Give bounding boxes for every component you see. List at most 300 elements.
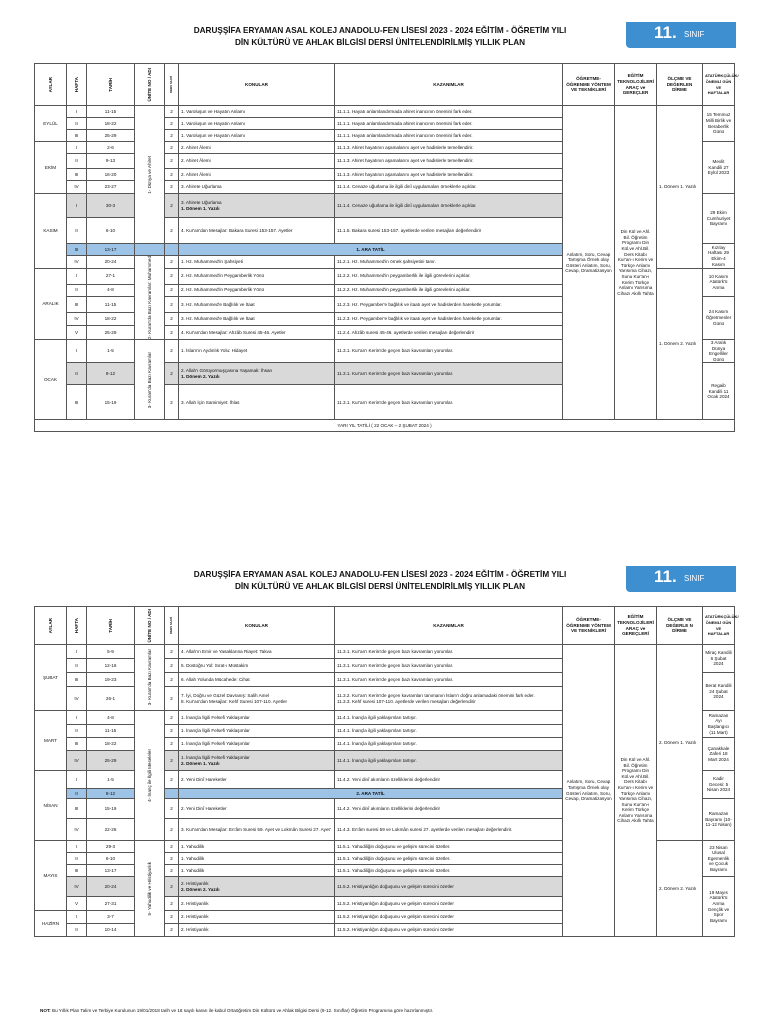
date-cell: 26-1 [87, 687, 135, 711]
hours-cell: 2 [165, 865, 179, 877]
ataturk-eylul: 15 Temmuz Milli Birlik ve Beraberlik Günü [703, 106, 735, 142]
topic-text: 1. İnançla İlgili Felsefi Yaklaşımlar [181, 754, 250, 760]
ataturk-bayram: Ramazan Bayramı (10-11-12 Nisan) [703, 799, 735, 841]
date-cell: 4-8 [87, 711, 135, 725]
date-cell: 18-22 [87, 738, 135, 751]
topic-cell [179, 738, 335, 751]
topic-cell [179, 911, 335, 924]
outcome-cell [335, 799, 563, 819]
hours-cell: 2 [165, 181, 179, 194]
col-unite: ÜNİTE NO / ADI [146, 608, 152, 643]
week-cell: III [67, 244, 87, 256]
table-row [35, 106, 735, 118]
hours-cell: 2 [165, 154, 179, 169]
topic-cell [179, 363, 335, 385]
topic-cell [179, 673, 335, 687]
outcome-cell: 11.2.3. Hz. Peygamber'e bağlılık ve itaatı ayet ve hadislerden hareketle yorumlar. [335, 313, 563, 326]
ataturk-kadir: Kadir Gecesi: 5 Nisan 2024 [703, 771, 735, 799]
outcome-cell [335, 853, 563, 865]
topic-cell [179, 106, 335, 118]
doc-title-2 [130, 569, 630, 593]
exam-cell-1: 1. Dönem 1. Yazılı [657, 106, 703, 269]
date-cell: 8-12 [87, 789, 135, 799]
week-cell: I [67, 340, 87, 363]
tools-cell: Din Kül ve Ahl. Bil. Öğretim Programı Din Kül.ve Ahl.Bil. Ders Kitabı Kur'an-ı Kerim ve Türkçe Anlamı Yarısıma Cihazı, Sunu Kur'an-ı Kerim Türkçe Anlamı Yarısıma Cihazı Akıllı Tahta [615, 106, 657, 420]
col-aylar: AYLAR [47, 617, 53, 634]
footer-note [40, 1008, 433, 1013]
date-cell: 27-31 [87, 897, 135, 911]
topic-text: 1. Yahudilik [181, 843, 205, 849]
hours-cell: 2 [165, 841, 179, 853]
topic-text: 1. İnançla İlgili Felsefi Yaklaşımlar [181, 714, 250, 720]
outcome-cell: 11.3.1. Kur'an'ı Kerim'de geçen bazı kavramları yorumlar. [335, 363, 563, 385]
topic-cell [179, 924, 335, 937]
col-tarih: TARİH [107, 77, 113, 92]
outcome-cell: 11.1.3. Ahiret hayatının aşamalarını ayet ve hadislerle temellendirir. [335, 142, 563, 154]
topic-cell [179, 218, 335, 244]
week-cell: IV [67, 751, 87, 771]
topic-text: 3. Hz. Muhammed'e Bağlılık ve İtaat [181, 316, 255, 322]
col-tarih: TARİH [107, 618, 113, 633]
date-cell: 5-9 [87, 645, 135, 659]
topic-text: 3. Kur'an'dan Mesajlar: En'âm Suresi 59. Ayet ve Lokmân Suresi 27. Ayet' [181, 826, 331, 832]
week-cell: II [67, 363, 87, 385]
plan-table-2 [34, 606, 739, 937]
col-arac: EĞİTİM TEKNOLOJİLERİ ARAÇ ve GEREÇLER [615, 64, 657, 106]
grade-suffix: SINIF [684, 30, 705, 39]
note-text: Bu Yıllık Plan Talim ve Terbiye Kurulunun 19/01/2018 tarih ve 18 sayılı kararı ile kabul Ortaöğretim Din Kültürü ve Ahlak Bilgisi Dersi (9-12. Sınıflar) Öğretim Programına göre hazırlanmıştır. [52, 1008, 434, 1013]
table-row [35, 645, 735, 659]
topic-cell [179, 819, 335, 841]
hours-cell: 2 [165, 687, 179, 711]
topic-text: 2. Ahiret Âlemi [181, 158, 211, 164]
topic-text: 1. İnançla İlgili Felsefi Yaklaşımlar [181, 728, 250, 734]
exam-cell-2: 2. Dönem 2. Yazılı [657, 841, 703, 937]
outcome-cell [335, 841, 563, 853]
topic-cell [179, 326, 335, 340]
topic-text: 3. Allah İçin Samimiyet: İhlas [181, 399, 240, 405]
unit-4-label-cell [135, 711, 165, 841]
date-cell: 6-10 [87, 218, 135, 244]
outcome-text: 11.5.2. Hristiyanlığın doğuşunu ve gelişim sürecini özetler [337, 927, 454, 933]
title-line-2: DİN KÜLTÜRÜ VE AHLAK BİLGİSİ DERSİ ÜNİTELENDİRİLMİŞ YILLIK PLAN [234, 38, 526, 47]
hours-cell: 2 [165, 673, 179, 687]
date-cell: 20-24 [87, 256, 135, 269]
date-cell: 13-17 [87, 865, 135, 877]
outcome-cell: 11.1.3. Ahiret hayatının aşamalarını ayet ve hadislerle temellendirir. [335, 169, 563, 181]
col-yontem: ÖĞRETME-ÖĞRENME YÖNTEM VE TEKNİKLERİ [563, 607, 615, 645]
week-cell: IV [67, 313, 87, 326]
unit-3-label: 3- Kuran'da Bazı Kavramlar [146, 649, 152, 706]
unit-3-label-cell [135, 340, 165, 420]
outcome-text: 11.3.1. Kur'an'ı Kerim'de geçen bazı kavramları yorumlar. [337, 662, 454, 668]
week-cell: IV [67, 181, 87, 194]
topic-cell [179, 799, 335, 819]
hours-cell: 2 [165, 853, 179, 865]
topic-text: 1. İslam'ın Aydınlık Yolu: Hidayet [181, 348, 248, 354]
week-cell: III [67, 296, 87, 313]
topic-text: 1. Varoluşun ve Hayatın Anlamı [181, 108, 246, 114]
outcome-text: 11.4.3. En'âm suresi 59 ve Lokmân suresi 27. ayetlerde verilen mesajları değerlendirir. [337, 826, 513, 832]
topic-cell [179, 659, 335, 673]
grade-number: 11. [654, 567, 677, 586]
topic-text: 2. Ahiret Âlemi [181, 144, 211, 150]
outcome-cell [335, 911, 563, 924]
hours-cell: 2 [165, 877, 179, 897]
ara-tatil-label: 2. ARA TATİL [179, 789, 563, 799]
unit-2-label-cell [135, 256, 165, 340]
month-label: NİSAN [35, 771, 67, 841]
outcome-text: 11.4.2. Yeni dinî akımların özelliklerini değerlendirir [337, 776, 441, 782]
col-olcme: ÖLÇME VE DEĞERLEN DİRME [657, 64, 703, 106]
exam-cell-1: 2. Dönem 1. Yazılı [657, 645, 703, 841]
outcome-cell: 11.2.2. Hz. Muhammed'in peygamberlik ile ilgili görevlerini açıklar. [335, 269, 563, 285]
col-hafta: HAFTA [73, 617, 79, 634]
outcome-text: 11.4.2. Yeni dinî akımların özelliklerini değerlendirir [337, 805, 441, 811]
date-cell: 27-1 [87, 269, 135, 285]
outcome-cell: 11.2.2. Hz. Muhammed'in peygamberlik ile ilgili görevlerini açıklar. [335, 284, 563, 296]
title-line-2: DİN KÜLTÜRÜ VE AHLAK BİLGİSİ DERSİ ÜNİTELENDİRİLMİŞ YILLIK PLAN [234, 582, 526, 591]
date-cell: 30-3 [87, 194, 135, 218]
outcome-text: 11.3.1. Kur'an'ı Kerim'de geçen bazı kavramları yorumlar. [337, 648, 454, 654]
outcome-cell [335, 711, 563, 725]
date-cell: 11-15 [87, 296, 135, 313]
topic-cell [179, 296, 335, 313]
topic-text: 2. Yeni Dinî Hareketler [181, 776, 227, 782]
date-cell: 1-5 [87, 340, 135, 363]
date-cell: 3-7 [87, 911, 135, 924]
ataturk-engelliler: 3 Aralık Dünya Engelliler Günü [703, 340, 735, 363]
week-cell: III [67, 130, 87, 142]
date-cell: 12-16 [87, 659, 135, 673]
topic-cell [179, 154, 335, 169]
unit-3-label: 3- Kuran'da Bazı Kavramlar [146, 351, 152, 408]
col-arac: EĞİTİM TEKNOLOJİLERİ ARAÇ ve GEREÇLERİ [615, 607, 657, 645]
unit-1-label-cell [135, 106, 165, 244]
topic-cell [179, 169, 335, 181]
week-cell: I [67, 911, 87, 924]
date-cell: 29-3 [87, 841, 135, 853]
ataturk-mayis19: 19 Mayıs Atatürk'ü Anma Gençlik ve Spor Bayramı [703, 877, 735, 937]
topic-cell [179, 269, 335, 285]
hours-cell: 2 [165, 645, 179, 659]
unit-5-label-cell [135, 841, 165, 937]
yariyil-label: YARI YIL TATİLİ ( 22 OCAK – 2 ŞUBAT 2024 ) [35, 420, 735, 432]
topic-text: 3. Ahirete Uğurlama [181, 199, 222, 205]
topic-text: 3. Hz. Muhammed'e Bağlılık ve İtaat [181, 301, 255, 307]
unit-1-label: 1- Dünya ve Ahiret [146, 155, 152, 194]
grade-suffix: SINIF [684, 574, 705, 583]
hours-cell: 2 [165, 256, 179, 269]
col-kazanimlar: KAZANIMLAR [335, 64, 563, 106]
topic-cell [179, 711, 335, 725]
date-cell: 16-20 [87, 169, 135, 181]
week-cell: I [67, 645, 87, 659]
week-cell: I [67, 142, 87, 154]
outcome-cell: 11.1.1. Hayatı anlamlandırmada ahiret inancının önemini fark eder. [335, 118, 563, 130]
date-cell: 25-29 [87, 751, 135, 771]
outcome-cell: 11.1.5. Bakara suresi 153-157. ayetlerde verilen mesajları değerlendirir [335, 218, 563, 244]
outcome-text: 11.4.1. İnançla ilgili yaklaşımları tartışır. [337, 728, 417, 734]
date-cell: 6-10 [87, 853, 135, 865]
week-cell: III [67, 738, 87, 751]
exam-note: 2. Dönem 1. Yazılı [181, 760, 220, 766]
exam-cell-2: 1. Dönem 2. Yazılı [657, 269, 703, 420]
topic-text: 2. Hristiyanlık [181, 927, 209, 933]
hours-cell: 2 [165, 363, 179, 385]
hours-cell: 2 [165, 897, 179, 911]
col-konular: KONULAR [179, 607, 335, 645]
outcome-cell: 11.1.4. Cenaze uğurlama ile ilgili dinî uygulamaları örneklerle açıklar. [335, 181, 563, 194]
col-ataturk: ATATÜRKÇÜLÜK/ ÖNEMLİ GÜN VE HAFTALAR [703, 64, 735, 106]
hours-cell: 2 [165, 659, 179, 673]
title-line-1: DARUŞŞİFA ERYAMAN ASAL KOLEJ ANADOLU-FEN LİSESİ 2023 - 2024 EĞİTİM - ÖĞRETİM YILI [193, 570, 567, 579]
outcome-text: 11.5.2. Hristiyanlığın doğuşunu ve gelişim sürecini özetler [337, 883, 454, 889]
topic-text-2: 8. Kur'an'dan Mesajlar: Kehf Suresi 107-110. Ayetler [181, 698, 288, 704]
table-header-2 [35, 607, 735, 645]
topic-cell [179, 118, 335, 130]
outcome-text: 11.5.1. Yahudiliğin doğuşunu ve gelişim sürecini özetler. [337, 843, 451, 849]
date-cell: 25-29 [87, 130, 135, 142]
unit-5-label: 5- Yahudilik ve Hristiyanlık [146, 861, 152, 916]
week-cell: I [67, 771, 87, 789]
week-cell: II [67, 218, 87, 244]
hours-cell: 2 [165, 340, 179, 363]
month-label: MART [35, 711, 67, 771]
topic-text: 6. Allah Yolunda Mücahede: Cihat [181, 676, 250, 682]
ara-tatil-label: 1. ARA TATİL [179, 244, 563, 256]
topic-cell [179, 313, 335, 326]
doc-title [130, 25, 630, 49]
date-cell: 19-23 [87, 673, 135, 687]
topic-text: 1. Varoluşun ve Hayatın Anlamı [181, 132, 246, 138]
date-cell: 8-12 [87, 363, 135, 385]
yariyil-row [35, 420, 735, 432]
hours-cell: 2 [165, 725, 179, 738]
date-cell: 4-8 [87, 284, 135, 296]
week-cell: IV [67, 819, 87, 841]
week-cell: II [67, 154, 87, 169]
month-label: MAYIS [35, 841, 67, 911]
topic-text: 7. İyi, Doğru ve Güzel Davranış: Salih Amel [181, 692, 270, 698]
col-ders-saati: DERS SAATİ [168, 76, 173, 93]
unit-2-label: 2- Kuran'da Bazı Kavramlar: Muhammed [146, 256, 152, 340]
topic-text: 1. İnançla İlgili Felsefi Yaklaşımlar [181, 741, 250, 747]
month-label: ARALIK [35, 269, 67, 340]
ataturk-canakkale: Çanakkale Zaferi 18 Mart 2024 [703, 738, 735, 771]
hours-cell: 2 [165, 194, 179, 218]
outcome-cell: 11.1.3. Ahiret hayatının aşamalarını ayet ve hadislerle temellendirir. [335, 154, 563, 169]
topic-text: 1. Yahudilik [181, 867, 205, 873]
topic-cell [179, 897, 335, 911]
topic-text: 2. Allah'ı Görüyormuşçasına Yaşamak: İhsan [181, 368, 273, 374]
week-cell: I [67, 711, 87, 725]
unit-4-label: 4- İnanç ile İlgili Meseleler [146, 749, 152, 802]
topic-cell [179, 853, 335, 865]
outcome-text: 11.5.2. Hristiyanlığın doğuşunu ve gelişim sürecini özetler [337, 914, 454, 920]
topic-text: 5. Dostoğru Yol: Sırat-ı Müstakim [181, 662, 249, 668]
exam-note: 1. Dönem 1. Yazılı [181, 205, 220, 211]
date-cell: 10-14 [87, 924, 135, 937]
hours-cell: 2 [165, 751, 179, 771]
outcome-cell [335, 687, 563, 711]
topic-text: 2. Hristiyanlık [181, 880, 209, 886]
outcome-cell: 11.3.1. Kur'an'ı Kerim'de geçen bazı kavramları yorumlar. [335, 340, 563, 363]
topic-cell [179, 751, 335, 771]
exam-note: 1. Dönem 2. Yazılı [181, 373, 220, 379]
outcome-cell: 11.2.3. Hz. Peygamber'e bağlılık ve itaatı ayet ve hadislerden hareketle yorumlar. [335, 296, 563, 313]
ataturk-ataturk_anma: 10 Kasım Atatürk'ü Anma [703, 269, 735, 297]
outcome-cell: 11.1.1. Hayatı anlamlandırmada ahiret inancının önemini fark eder. [335, 106, 563, 118]
col-aylar: AYLAR [47, 76, 53, 93]
topic-text: 2. Hz. Muhammed'in Peygamberlik Yönü [181, 273, 265, 279]
topic-text: 2. Ahiret Âlemi [181, 171, 211, 177]
date-cell: 13-17 [87, 244, 135, 256]
week-cell: II [67, 659, 87, 673]
week-cell: I [67, 194, 87, 218]
date-cell: 15-19 [87, 799, 135, 819]
outcome-text: 11.3.1. Kur'an'ı Kerim'de geçen bazı kavramları yorumlar. [337, 676, 454, 682]
method-cell: Anlatım, Soru, Cevap Tartışma Örnek olay Gösteri Anlatım, Soru, Cevap, Dramatizasyon [563, 645, 615, 937]
ataturk-nisan23: 23 Nisan Ulusal Egemenlik ve Çocuk Bayramı [703, 841, 735, 877]
topic-cell [179, 130, 335, 142]
topic-text: 3. Ahirete Uğurlama [181, 184, 222, 190]
topic-cell [179, 645, 335, 659]
blank-saat [165, 789, 179, 799]
hours-cell: 2 [165, 169, 179, 181]
month-label: HAZİRN [35, 911, 67, 937]
ataturk-kizilay: Kızılay Haftası 29 Ekim-4 Kasım [703, 244, 735, 269]
date-cell: 22-26 [87, 819, 135, 841]
unit-3-label-cell [135, 645, 165, 711]
outcome-text: 11.4.1. İnançla ilgili yaklaşımları tartışır. [337, 714, 417, 720]
outcome-cell [335, 725, 563, 738]
date-cell: 23-27 [87, 181, 135, 194]
ataturk-regaib: Regaib Kandili 11 Ocak 2024 [703, 363, 735, 420]
hours-cell: 2 [165, 711, 179, 725]
hours-cell: 2 [165, 385, 179, 420]
method-cell: Anlatım, Soru, Cevap Tartışma Örnek olay Gösteri Anlatım, Soru, Cevap, Dramatizasyon [563, 106, 615, 420]
outcome-text: 11.4.1. İnançla ilgili yaklaşımları tartışır. [337, 757, 417, 763]
outcome-text-2: 11.3.3. Kehf suresi 107-110. ayetlerde verilen mesajları değerlendirir [337, 698, 476, 704]
outcome-cell [335, 659, 563, 673]
week-cell: II [67, 924, 87, 937]
date-cell: 11-15 [87, 725, 135, 738]
topic-text: 4. Allah'ın Emir ve Yasaklarına Riayet: Takva [181, 648, 272, 654]
hours-cell: 2 [165, 130, 179, 142]
week-cell: II [67, 853, 87, 865]
week-cell: I [67, 106, 87, 118]
outcome-text: 11.5.1. Yahudiliğin doğuşunu ve gelişim sürecini özetler. [337, 855, 451, 861]
hours-cell: 2 [165, 911, 179, 924]
blank-saat [165, 244, 179, 256]
week-cell: III [67, 799, 87, 819]
ataturk-ogretmen: 24 Kasım Öğretmenler Günü [703, 296, 735, 340]
month-label: ŞUBAT [35, 645, 67, 711]
topic-cell [179, 865, 335, 877]
week-cell: II [67, 725, 87, 738]
topic-text: 1. Yahudilik [181, 855, 205, 861]
week-cell: II [67, 789, 87, 799]
topic-text: 1. Varoluşun ve Hayatın Anlamı [181, 120, 246, 126]
week-cell: V [67, 326, 87, 340]
week-cell: IV [67, 256, 87, 269]
topic-cell [179, 877, 335, 897]
date-cell: 20-24 [87, 877, 135, 897]
hours-cell: 2 [165, 296, 179, 313]
topic-text: 4. Kur'an'dan Mesajlar: Bakara Suresi 153-157. Ayetler [181, 227, 293, 233]
hours-cell: 2 [165, 326, 179, 340]
date-cell: 11-15 [87, 106, 135, 118]
topic-text: 2. Hristiyanlık [181, 914, 209, 920]
outcome-cell [335, 877, 563, 897]
outcome-cell [335, 924, 563, 937]
outcome-cell: 11.2.1. Hz. Muhammed'in örnek şahsiyetini tanır. [335, 256, 563, 269]
hours-cell: 2 [165, 924, 179, 937]
outcome-cell [335, 865, 563, 877]
topic-cell [179, 841, 335, 853]
outcome-cell [335, 771, 563, 789]
ataturk-ramazan: Ramazan Ayı Başlangıcı (11 Mart) [703, 711, 735, 738]
week-cell: IV [67, 687, 87, 711]
outcome-cell [335, 897, 563, 911]
topic-cell [179, 284, 335, 296]
topic-cell [179, 256, 335, 269]
week-cell: II [67, 118, 87, 130]
month-label: OCAK [35, 340, 67, 420]
outcome-text: 11.5.2. Hristiyanlığın doğuşunu ve gelişim sürecini özetler [337, 900, 454, 906]
month-label: EKİM [35, 142, 67, 194]
topic-cell [179, 771, 335, 789]
outcome-cell: 11.1.4. Cenaze uğurlama ile ilgili dinî uygulamaları örneklerle açıklar. [335, 194, 563, 218]
note-label: NOT: [40, 1008, 51, 1013]
outcome-text: 11.4.1. İnançla ilgili yaklaşımları tartışır. [337, 741, 417, 747]
col-olcme: ÖLÇME VE DEĞERLE N DİRME [657, 607, 703, 645]
hours-cell: 2 [165, 771, 179, 789]
col-yontem: ÖĞRETME-ÖĞRENME YÖNTEM VE TEKNİKLERİ [563, 64, 615, 106]
col-hafta: HAFTA [73, 76, 79, 93]
hours-cell: 2 [165, 106, 179, 118]
date-cell: 2-6 [87, 142, 135, 154]
topic-cell [179, 340, 335, 363]
topic-text: 2. Hristiyanlık [181, 900, 209, 906]
hours-cell: 2 [165, 142, 179, 154]
week-cell: I [67, 841, 87, 853]
ataturk-kasim: 29 Ekim Cumhuriyet Bayramı [703, 194, 735, 244]
hours-cell: 2 [165, 799, 179, 819]
grade-number: 11. [654, 23, 677, 42]
ataturk-ekim: Mevlit Kandili 27 Eylül 2023 [703, 142, 735, 194]
hours-cell: 2 [165, 118, 179, 130]
date-cell: 15-19 [87, 385, 135, 420]
topic-text: 4. Kur'an'dan Mesajlar: Ahzâb Suresi 45-46. Ayetler [181, 329, 286, 335]
date-cell: 25-29 [87, 326, 135, 340]
hours-cell: 2 [165, 284, 179, 296]
table-header [35, 64, 735, 106]
outcome-cell [335, 645, 563, 659]
outcome-cell: 11.3.1. Kur'an'ı Kerim'de geçen bazı kavramları yorumlar. [335, 385, 563, 420]
col-ders-saati: DERS SAATİ [168, 617, 173, 634]
date-cell: 9-13 [87, 154, 135, 169]
topic-cell [179, 385, 335, 420]
col-unite: ÜNİTE NO / ADI [146, 67, 152, 102]
col-kazanimlar: KAZANIMLAR [335, 607, 563, 645]
date-cell: 1-5 [87, 771, 135, 789]
col-konular: KONULAR [179, 64, 335, 106]
topic-text: 1. Hz. Muhammed'in Şahsiyeti [181, 259, 243, 265]
month-label: KASIM [35, 194, 67, 269]
grade-badge [626, 22, 736, 48]
